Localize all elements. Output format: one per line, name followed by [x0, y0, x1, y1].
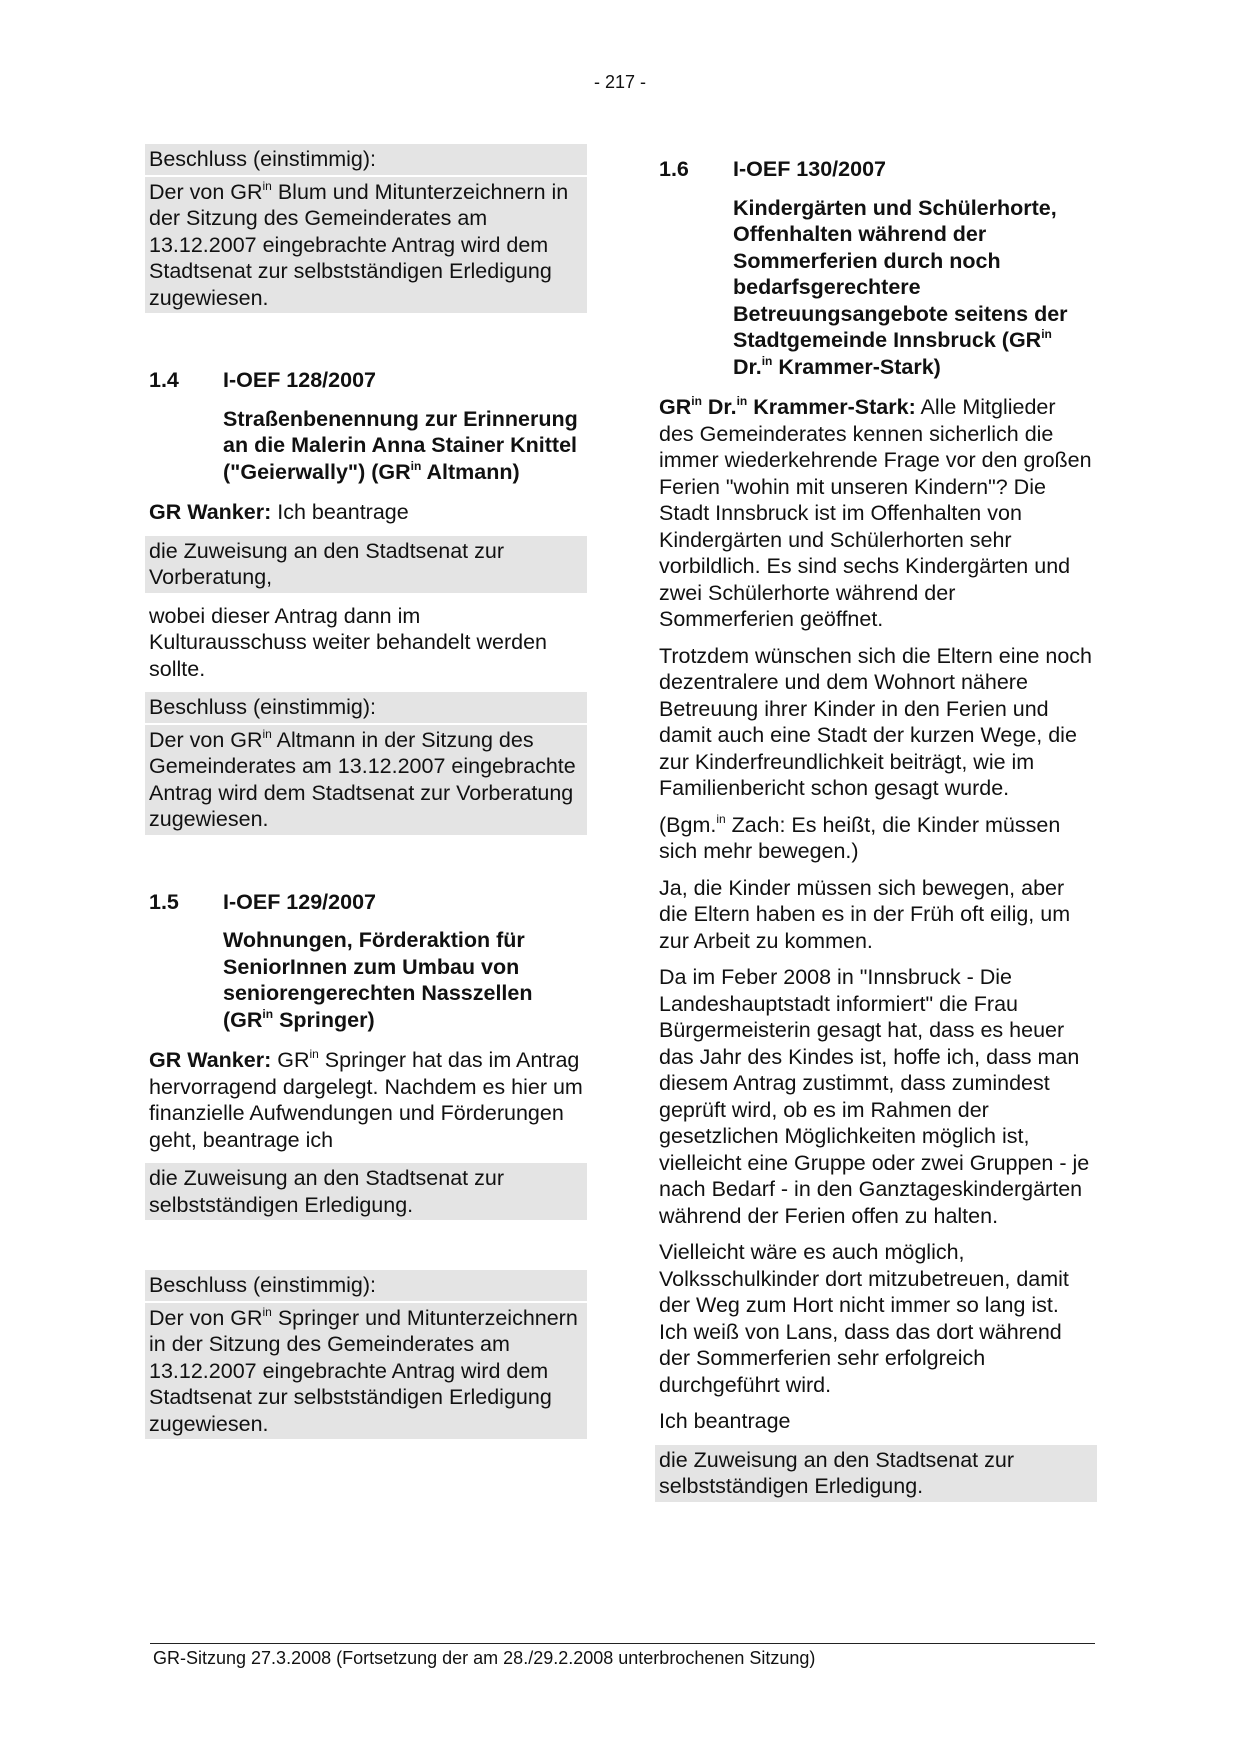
- paragraph: Vielleicht wäre es auch möglich, Volksschulkinder dort mitzubetreuen, damit der Weg zum Hort nicht immer so lang ist. Ich weiß von Lans, dass das dort während der Sommerferien sehr erfolgreich durchgeführt wird.: [659, 1240, 1069, 1397]
- section-1-5-title: Wohnungen, Förderaktion für SeniorInnen zum Umbau von seniorengerechten Nasszellen ($GR^{in}$ Springer): [223, 928, 533, 1032]
- beschluss-head: Beschluss (einstimmig):: [145, 692, 587, 723]
- motion: die Zuweisung an den Stadtsenat zur selbstständigen Erledigung.: [655, 1445, 1097, 1502]
- paragraph: Da im Feber 2008 in "Innsbruck - Die Landeshauptstadt informiert" die Frau Bürgermeisterin gesagt hat, dass es heuer das Jahr des Kindes ist, hoffe ich, dass man diesem Antrag zustimmt, dass zumindest geprüft wird, ob es im Rahmen der gesetzlichen Möglichkeiten möglich ist, vielleicht eine Gruppe oder zwei Gruppen - je nach Bedarf - in den Ganztageskindergärten während der Ferien offen zu halten.: [659, 965, 1090, 1228]
- footer-text: GR-Sitzung 27.3.2008 (Fortsetzung der am 28./29.2.2008 unterbrochenen Sitzung): [153, 1648, 816, 1668]
- beschluss-text: Der von $GR^{in}$ Springer und Mitunterzeichnern in der Sitzung des Gemeinderates am 13.12.2007 eingebrachte Antrag wird dem Stadtsenat zur selbstständigen Erledigung zugewiesen.: [145, 1303, 587, 1440]
- footer-divider: [150, 1643, 1095, 1644]
- section-1-6-title: Kindergärten und Schülerhorte, Offenhalten während der Sommerferien durch noch bedarfsgerechtere Betreuungsangebote seitens der Stadtgemeinde Innsbruck ($GR^{in}$ Dr.$^{in}$ Krammer-Stark): [733, 195, 1068, 379]
- paragraph: Ich beantrage: [659, 1409, 791, 1433]
- paragraph: wobei dieser Antrag dann im Kulturausschuss weiter behandelt werden sollte.: [149, 603, 547, 681]
- beschluss-text: Der von $GR^{in}$ Altmann in der Sitzung des Gemeinderates am 13.12.2007 eingebrachte Antrag wird dem Stadtsenat zur Vorberatung zugewiesen.: [145, 725, 587, 835]
- motion: die Zuweisung an den Stadtsenat zur Vorberatung,: [145, 536, 587, 593]
- beschluss-text: Der von $GR^{in}$ Blum und Mitunterzeichnern in der Sitzung des Gemeinderates am 13.12.2007 eingebrachte Antrag wird dem Stadtsenat zur selbstständigen Erledigung zugewiesen.: [145, 177, 587, 314]
- speaker-statement: GR Wanker: Ich beantrage: [149, 500, 409, 524]
- speaker-statement: $GR^{in}$ Dr.$^{in}$ Krammer-Stark: Alle Mitglieder des Gemeinderates kennen sicherlich die immer wiederkehrende Frage vor den großen Ferien "wohin mit unseren Kindern"? Die Stadt Innsbruck ist im Offenhalten von Kindergärten und Schülerhorten sehr vorbildlich. Es sind sechs Kindergärten und zwei Schülerhorte während der Sommerferien geöffnet.: [659, 394, 1092, 631]
- interjection: (Bgm.$^{in}$ Zach: Es heißt, die Kinder müssen sich mehr bewegen.): [659, 811, 1061, 863]
- left-column: [145, 144, 587, 1449]
- paragraph: Ja, die Kinder müssen sich bewegen, aber die Eltern haben es in der Früh oft eilig, um zur Arbeit zu kommen.: [659, 875, 1071, 953]
- beschluss-head: Beschluss (einstimmig):: [145, 1270, 587, 1301]
- right-column: [655, 156, 1097, 1512]
- beschluss-head: Beschluss (einstimmig):: [145, 144, 587, 175]
- paragraph: Trotzdem wünschen sich die Eltern eine noch dezentralere und dem Wohnort nähere Betreuung ihrer Kinder in den Ferien und damit auch eine Stadt der kurzen Wege, die zur Kinderfreundlichkeit beiträgt, wie im Familienbericht schon gesagt wurde.: [659, 643, 1093, 800]
- motion: die Zuweisung an den Stadtsenat zur selbstständigen Erledigung.: [145, 1163, 587, 1220]
- section-1-5-heading: 1.5 I-OEF 129/2007: [149, 889, 376, 914]
- speaker-statement: GR Wanker: $GR^{in}$ Springer hat das im Antrag hervorragend dargelegt. Nachdem es hier um finanzielle Aufwendungen und Förderungen geht, beantrage ich: [149, 1047, 583, 1152]
- page-number: - 217 -: [593, 72, 647, 92]
- section-1-4-heading: 1.4 I-OEF 128/2007: [149, 368, 376, 392]
- section-1-4-title: Straßenbenennung zur Erinnerung an die Malerin Anna Stainer Knittel ("Geierwally") ($GR^{in}$ Altmann): [223, 406, 578, 484]
- section-1-6-heading: 1.6 I-OEF 130/2007: [659, 157, 886, 181]
